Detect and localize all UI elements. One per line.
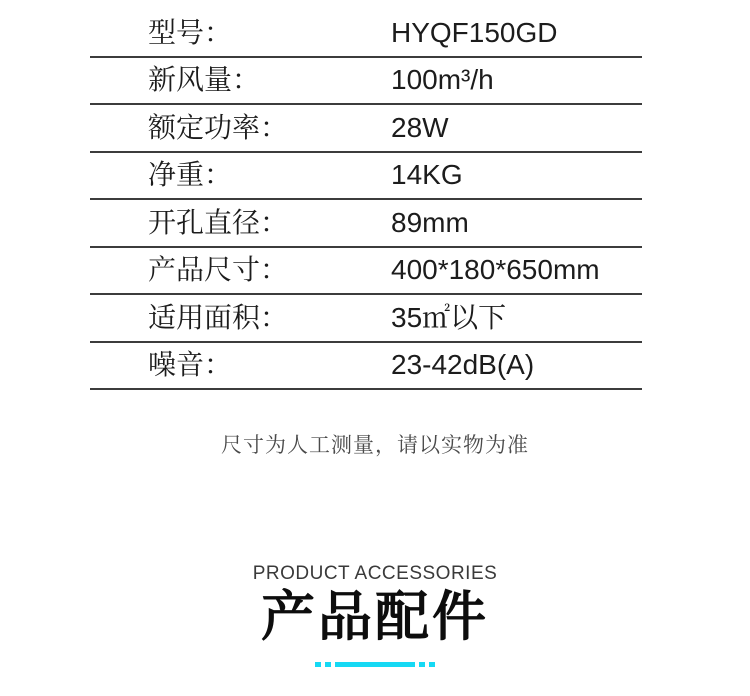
spec-value: 400*180*650mm — [391, 254, 600, 286]
spec-label: 适用面积： — [148, 301, 289, 333]
divider-dot — [429, 662, 435, 667]
measurement-disclaimer: 尺寸为人工测量，请以实物为准 — [221, 434, 529, 457]
accessories-subtitle: PRODUCT ACCESSORIES — [252, 563, 498, 584]
spec-row-rated-power — [90, 105, 642, 153]
divider-bar — [335, 662, 415, 667]
spec-row-product-size — [90, 248, 642, 296]
accessories-title: 产品配件 — [261, 587, 489, 647]
spec-value: 35㎡以下 — [391, 301, 507, 333]
spec-label: 额定功率： — [148, 111, 289, 143]
spec-label: 净重： — [148, 159, 233, 191]
spec-row-coverage-area — [90, 295, 642, 343]
spec-value: 100m³/h — [391, 64, 494, 96]
spec-row-model — [90, 10, 642, 58]
spec-label: 产品尺寸： — [148, 254, 289, 286]
spec-value: HYQF150GD — [391, 16, 558, 48]
spec-value: 23-42dB(A) — [391, 349, 535, 381]
divider-dot — [315, 662, 321, 667]
spec-label: 新风量： — [148, 64, 261, 96]
spec-value: 89mm — [391, 206, 469, 238]
spec-row-net-weight — [90, 153, 642, 201]
accent-divider — [0, 662, 750, 667]
spec-row-hole-diameter — [90, 200, 642, 248]
spec-table — [90, 10, 642, 390]
spec-row-noise — [90, 343, 642, 391]
divider-dot — [325, 662, 331, 667]
spec-label: 噪音： — [148, 349, 233, 381]
spec-value: 28W — [391, 111, 449, 143]
spec-value: 14KG — [391, 159, 463, 191]
divider-dot — [419, 662, 425, 667]
spec-label: 型号： — [148, 16, 233, 48]
spec-row-airflow — [90, 58, 642, 106]
spec-label: 开孔直径： — [148, 206, 289, 238]
